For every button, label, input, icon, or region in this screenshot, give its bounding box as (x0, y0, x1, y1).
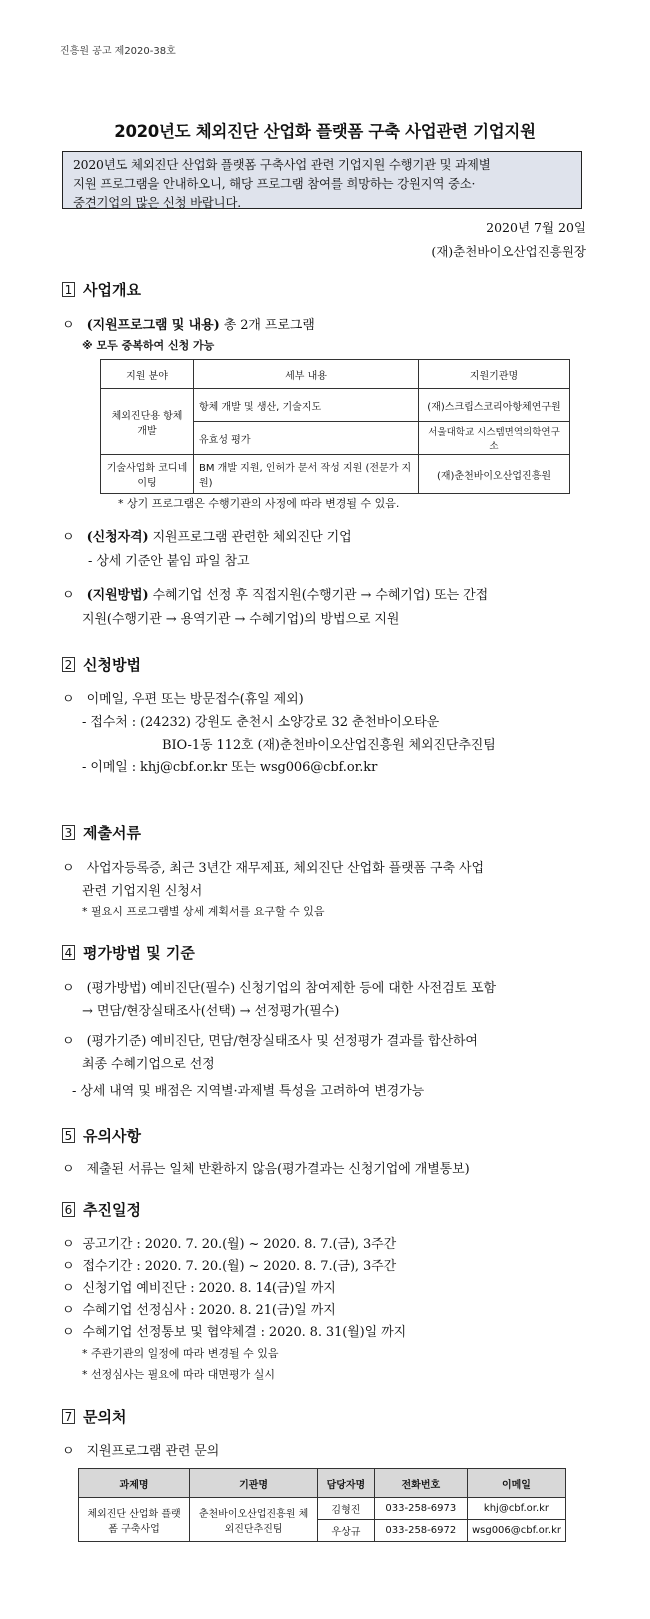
schedule-item (62, 1299, 336, 1318)
apply-address: - 접수처 : (24232) 강원도 춘천시 소양강로 32 춘천바이오타운 (82, 715, 440, 730)
field-cell: 기술사업화 코디네이팅 (101, 455, 194, 494)
table-row (79, 1498, 566, 1520)
table-header-cell: 과제명 (79, 1469, 190, 1498)
section-4-heading (62, 942, 195, 963)
contact-table (78, 1468, 566, 1542)
schedule-text: 수혜기업 선정통보 및 협약체결 : 2020. 8. 31(월)일 까지 (82, 1325, 407, 1340)
docs-line (62, 857, 484, 876)
section-3-heading (62, 822, 141, 843)
section-title: 신청방법 (83, 656, 141, 674)
caution-text: 제출된 서류는 일체 반환하지 않음(평가결과는 신청기업에 개별통보) (86, 1162, 470, 1177)
method-label: (지원방법) (86, 588, 149, 603)
schedule-text: 접수기간 : 2020. 7. 20.(월) ~ 2020. 8. 7.(금), 3주간 (82, 1259, 397, 1274)
contact-name-cell: 우상규 (318, 1520, 375, 1542)
section-title: 유의사항 (83, 1127, 141, 1145)
section-title: 사업개요 (83, 281, 141, 299)
table-header-cell: 담당자명 (318, 1469, 375, 1498)
eligibility-line (62, 526, 352, 545)
caution-line (62, 1158, 470, 1177)
contact-text: 지원프로그램 관련 문의 (86, 1444, 220, 1459)
schedule-item (62, 1277, 336, 1296)
eval-criteria-cont: 최종 수혜기업으로 선정 (82, 1057, 215, 1072)
section-7-heading (62, 1406, 126, 1427)
program-note: ※ 모두 중복하여 신청 가능 (82, 339, 215, 352)
detail-cell: 유효성 평가 (194, 422, 419, 455)
bullet-icon: ㅇ (62, 530, 83, 545)
bullet-icon: ㅇ (62, 1237, 83, 1252)
table-header-row (79, 1469, 566, 1498)
section-title: 추진일정 (83, 1201, 141, 1219)
intro-box (62, 151, 582, 209)
program-line (62, 314, 315, 333)
program-table (100, 359, 570, 494)
table-header-cell: 지원기관명 (419, 360, 570, 389)
section-number: 2 (62, 657, 75, 672)
org-cell: 서울대학교 시스템면역의학연구소 (419, 422, 570, 455)
bullet-icon: ㅇ (62, 692, 83, 707)
eligibility-text: 지원프로그램 관련한 체외진단 기업 (152, 530, 352, 545)
method-cont: 지원(수행기관 → 용역기관 → 수혜기업)의 방법으로 지원 (82, 612, 400, 627)
section-1-heading (62, 279, 141, 300)
bullet-icon: ㅇ (62, 1281, 83, 1296)
docs-cont: 관련 기업지원 신청서 (82, 884, 203, 899)
contact-email-cell[interactable]: khj@cbf.or.kr (467, 1498, 565, 1520)
bullet-icon: ㅇ (62, 1444, 83, 1459)
bullet-icon: ㅇ (62, 1162, 83, 1177)
schedule-text: 수혜기업 선정심사 : 2020. 8. 21(금)일 까지 (82, 1303, 336, 1318)
eval-method-text: (평가방법) 예비진단(필수) 신청기업의 참여제한 등에 대한 사전검토 포함 (86, 981, 496, 996)
schedule-item (62, 1321, 406, 1340)
section-number: 4 (62, 945, 75, 960)
schedule-note: * 선정심사는 필요에 따라 대면평가 실시 (82, 1368, 275, 1381)
detail-cell: 항체 개발 및 생산, 기술지도 (194, 389, 419, 422)
docs-note: * 필요시 프로그램별 상세 계획서를 요구할 수 있음 (82, 905, 325, 918)
bullet-icon: ㅇ (62, 1325, 83, 1340)
section-6-heading (62, 1199, 141, 1220)
docs-text: 사업자등록증, 최근 3년간 재무제표, 체외진단 산업화 플랫폼 구축 사업 (86, 861, 484, 876)
schedule-item (62, 1233, 396, 1252)
section-title: 제출서류 (83, 824, 141, 842)
notice-number: 진흥원 공고 제2020-38호 (60, 46, 176, 57)
apply-email: - 이메일 : khj@cbf.or.kr 또는 wsg006@cbf.or.kr (82, 760, 378, 775)
eval-method-cont: → 면담/현장실태조사(선택) → 선정평가(필수) (82, 1004, 340, 1019)
method-text: 수혜기업 선정 후 직접지원(수행기관 → 수혜기업) 또는 간접 (152, 588, 489, 603)
schedule-text: 공고기간 : 2020. 7. 20.(월) ~ 2020. 8. 7.(금), 3주간 (82, 1237, 397, 1252)
apply-line (62, 688, 304, 707)
intro-line: 지원 프로그램을 안내하오니, 해당 프로그램 참여를 희망하는 강원지역 중소· (73, 176, 476, 191)
method-line (62, 584, 488, 603)
contact-line (62, 1440, 219, 1459)
intro-line: 2020년도 체외진단 산업화 플랫폼 구축사업 관련 기업지원 수행기관 및 과제별 (73, 157, 491, 172)
contact-phone-cell: 033-258-6973 (374, 1498, 467, 1520)
apply-address-cont: BIO-1동 112호 (재)춘천바이오산업진흥원 체외진단추진팀 (162, 738, 496, 753)
bullet-icon: ㅇ (62, 861, 83, 876)
notice-date: 2020년 7월 20일 (486, 220, 586, 235)
bullet-icon: ㅇ (62, 1303, 83, 1318)
program-text: 총 2개 프로그램 (223, 318, 315, 333)
section-number: 1 (62, 282, 75, 297)
schedule-item (62, 1255, 396, 1274)
section-number: 7 (62, 1409, 75, 1424)
eval-criteria-line (62, 1030, 478, 1049)
detail-cell: BM 개발 지원, 인허가 문서 작성 지원 (전문가 지원) (194, 455, 419, 494)
org-cell: (재)스크립스코리아항체연구원 (419, 389, 570, 422)
intro-line: 중견기업의 많은 신청 바랍니다. (73, 195, 241, 210)
field-cell: 체외진단용 항체 개발 (101, 389, 194, 455)
table-row (101, 389, 570, 422)
contact-phone-cell: 033-258-6972 (374, 1520, 467, 1542)
agency-cell: 춘천바이오산업진흥원 체외진단추진팀 (190, 1498, 318, 1542)
schedule-text: 신청기업 예비진단 : 2020. 8. 14(금)일 까지 (82, 1281, 336, 1296)
bullet-icon: ㅇ (62, 1034, 83, 1049)
bullet-icon: ㅇ (62, 588, 83, 603)
section-number: 3 (62, 825, 75, 840)
eval-criteria-text: (평가기준) 예비진단, 면담/현장실태조사 및 선정평가 결과를 합산하여 (86, 1034, 478, 1049)
section-number: 6 (62, 1202, 75, 1217)
eligibility-sub: - 상세 기준안 붙임 파일 참고 (88, 554, 250, 569)
bullet-icon: ㅇ (62, 1259, 83, 1274)
section-number: 5 (62, 1128, 75, 1143)
table-header-cell: 기관명 (190, 1469, 318, 1498)
table-row (101, 455, 570, 494)
section-title: 평가방법 및 기준 (83, 944, 195, 962)
project-cell: 체외진단 산업화 플랫폼 구축사업 (79, 1498, 190, 1542)
apply-text: 이메일, 우편 또는 방문접수(휴일 제외) (86, 692, 304, 707)
section-title: 문의처 (83, 1408, 127, 1426)
table-header-cell: 세부 내용 (194, 360, 419, 389)
org-cell: (재)춘천바이오산업진흥원 (419, 455, 570, 494)
section-5-heading (62, 1125, 141, 1146)
page-title: 2020년도 체외진단 산업화 플랫폼 구축 사업관련 기업지원 (114, 122, 536, 141)
contact-name-cell: 김형진 (318, 1498, 375, 1520)
eval-method-line (62, 977, 496, 996)
program-label: (지원프로그램 및 내용) (86, 318, 220, 333)
eval-note: - 상세 내역 및 배점은 지역별·과제별 특성을 고려하여 변경가능 (72, 1084, 425, 1099)
schedule-note: * 주관기관의 일정에 따라 변경될 수 있음 (82, 1347, 279, 1360)
section-2-heading (62, 654, 141, 675)
table-note: * 상기 프로그램은 수행기관의 사정에 따라 변경될 수 있음. (118, 497, 400, 510)
table-header-cell: 전화번호 (374, 1469, 467, 1498)
table-header-cell: 지원 분야 (101, 360, 194, 389)
bullet-icon: ㅇ (62, 981, 83, 996)
eligibility-label: (신청자격) (86, 530, 149, 545)
bullet-icon: ㅇ (62, 318, 83, 333)
table-header-cell: 이메일 (467, 1469, 565, 1498)
contact-email-cell[interactable]: wsg006@cbf.or.kr (467, 1520, 565, 1542)
table-header-row (101, 360, 570, 389)
issuer: (재)춘천바이오산업진흥원장 (431, 244, 586, 259)
